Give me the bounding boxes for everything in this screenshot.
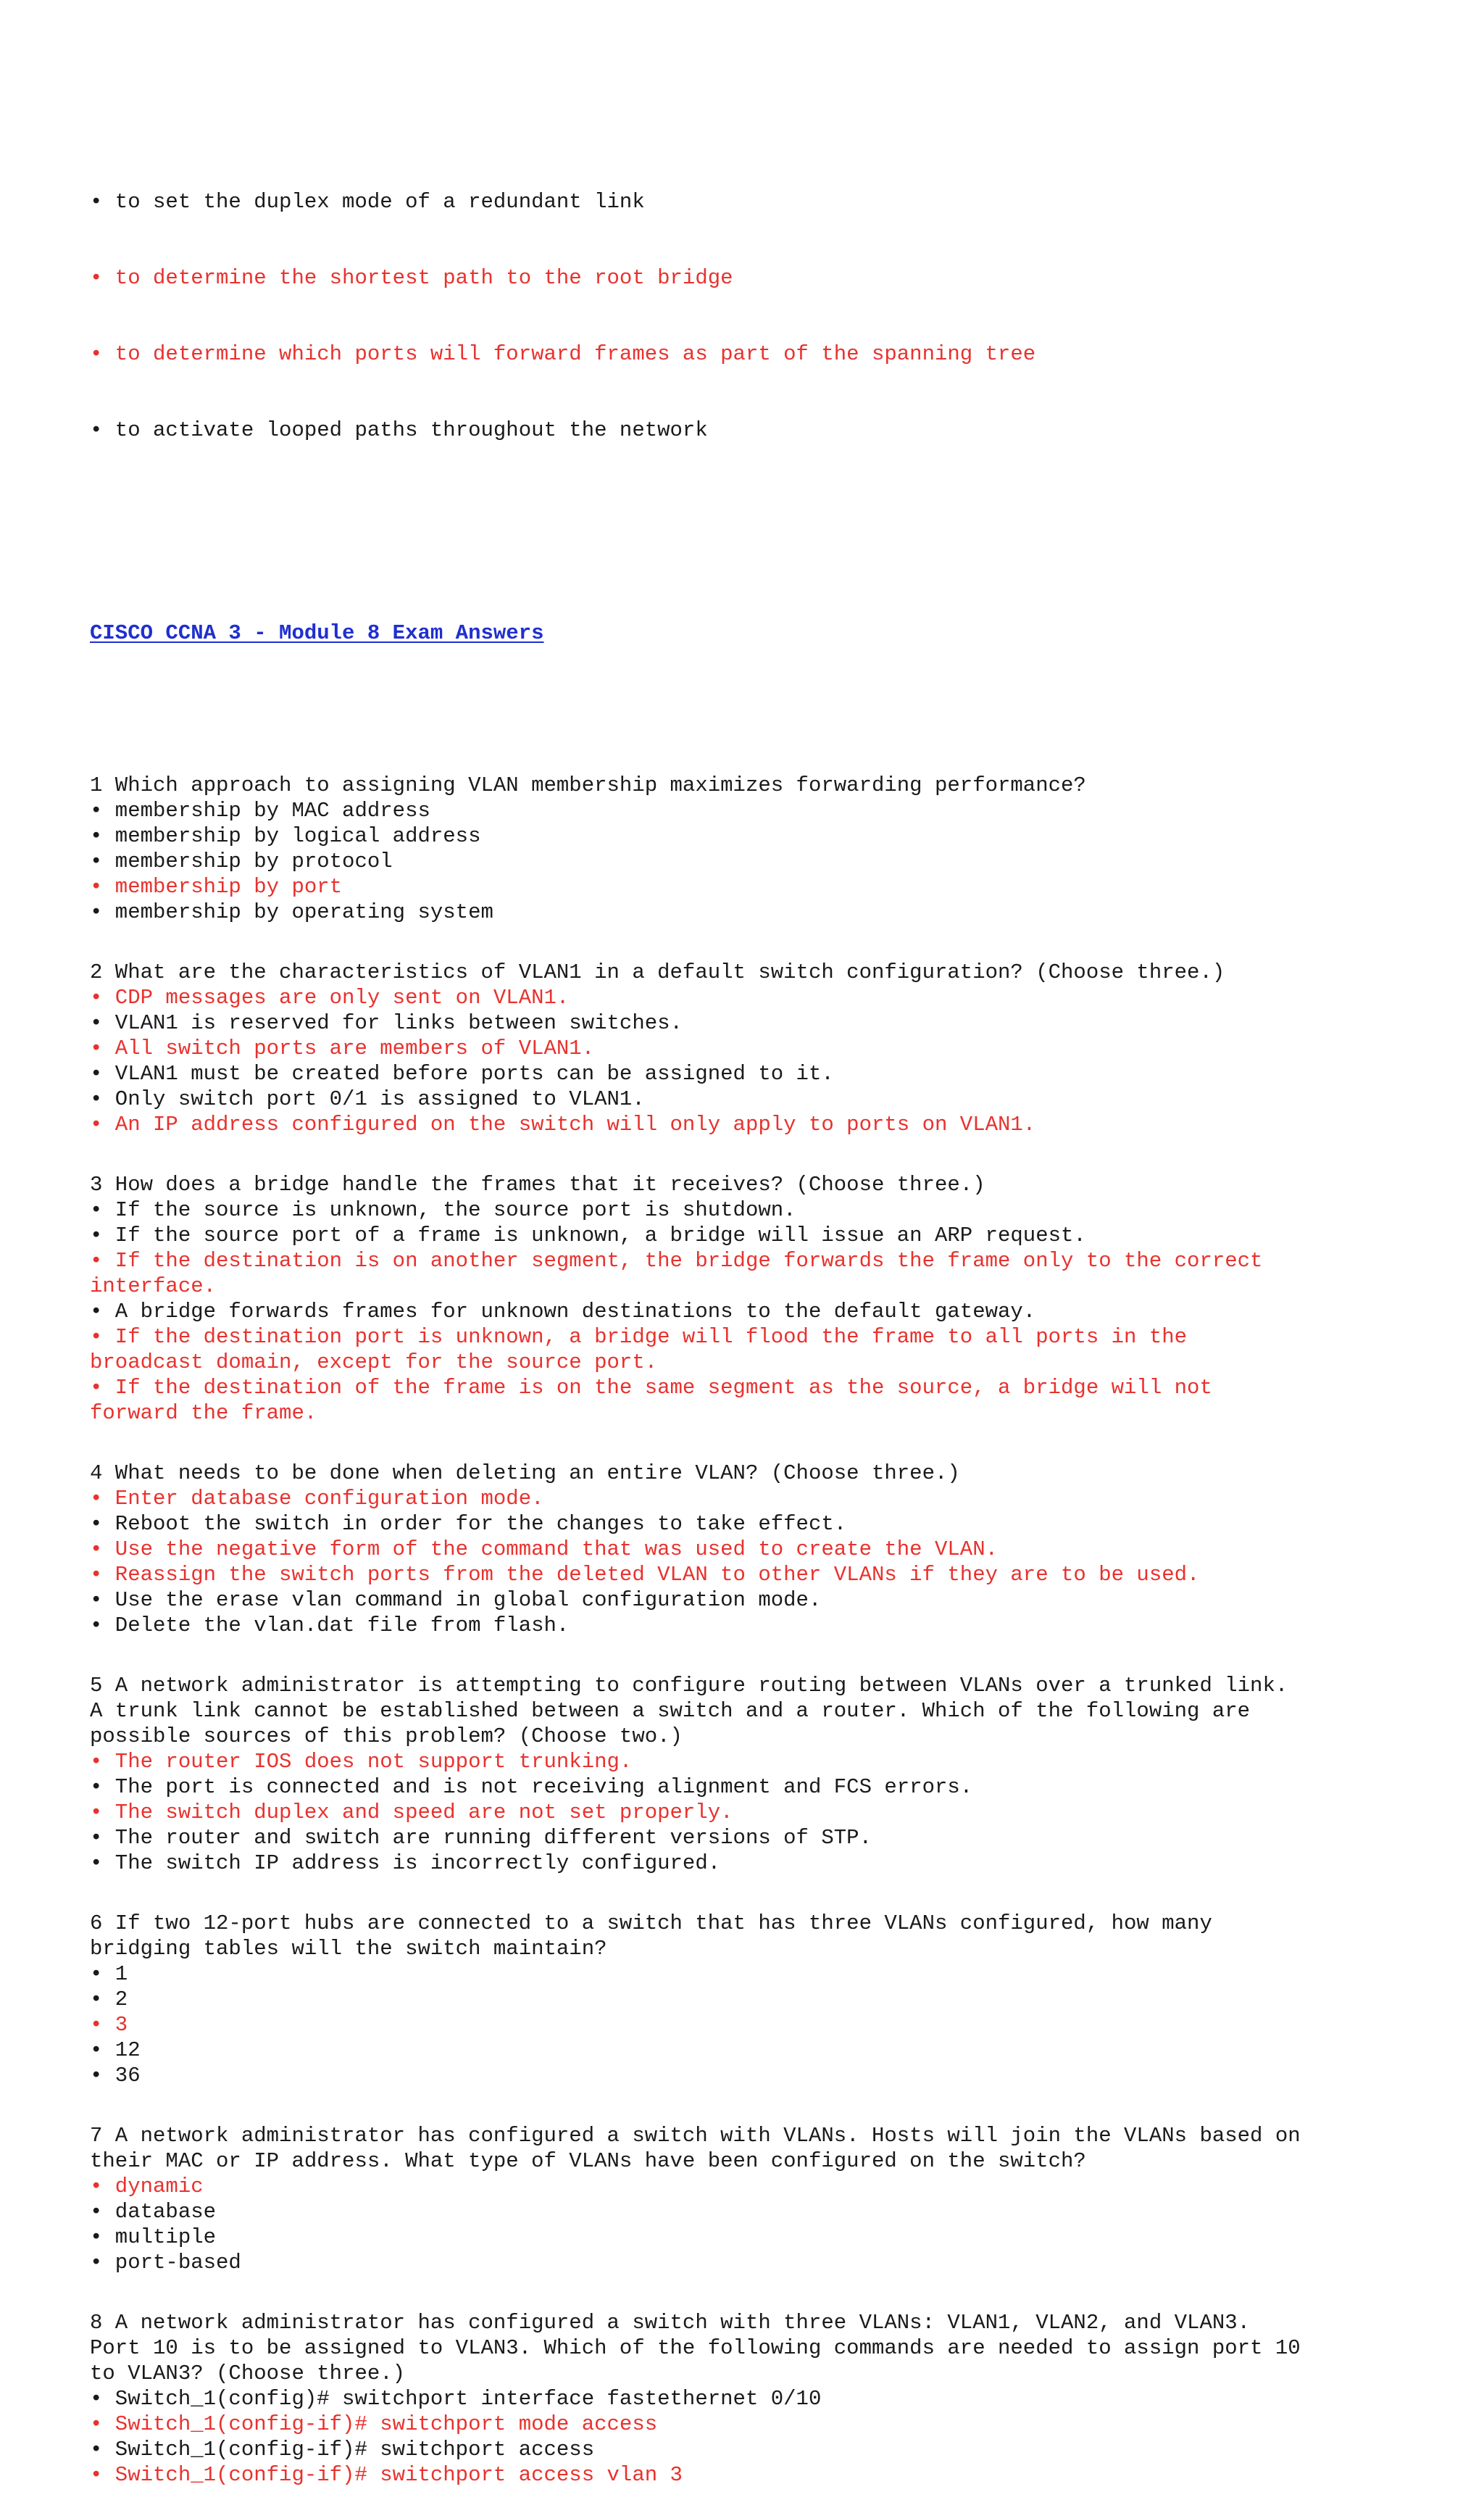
answer-option: • multiple (90, 2225, 217, 2249)
answer-option-correct: • Use the negative form of the command that was used to create the VLAN. (90, 1537, 999, 1561)
question-list (90, 773, 1452, 2488)
question-text: possible sources of this problem? (Choose two.) (90, 1724, 683, 1748)
answer-option: • VLAN1 must be created before ports can be assigned to it. (90, 1062, 834, 1086)
question-text: 1 Which approach to assigning VLAN membership maximizes forwarding performance? (90, 773, 1086, 797)
question-block (90, 2123, 1452, 2275)
answer-option-correct: broadcast domain, except for the source port. (90, 1350, 658, 1374)
answer-option: • port-based (90, 2251, 241, 2275)
question-text: 3 How does a bridge handle the frames that it receives? (Choose three.) (90, 1173, 985, 1197)
answer-option: • Delete the vlan.dat file from flash. (90, 1613, 570, 1637)
question-text: 6 If two 12-port hubs are connected to a switch that has three VLANs configured, how many (90, 1911, 1212, 1935)
answer-option-correct: interface. (90, 1274, 217, 1298)
question-block (90, 1461, 1452, 1638)
answer-option: • membership by protocol (90, 850, 393, 873)
intro-option: • to set the duplex mode of a redundant link (90, 190, 645, 214)
answer-option-correct: • Enter database configuration mode. (90, 1487, 544, 1511)
question-text: 4 What needs to be done when deleting an entire VLAN? (Choose three.) (90, 1461, 960, 1485)
question-text: A trunk link cannot be established between a switch and a router. Which of the following are (90, 1699, 1251, 1723)
answer-option: • membership by logical address (90, 824, 481, 848)
answer-option: • The port is connected and is not receiving alignment and FCS errors. (90, 1775, 973, 1799)
question-block (90, 1673, 1452, 1876)
question-text: 7 A network administrator has configured a switch with VLANs. Hosts will join the VLANs based on (90, 2124, 1301, 2148)
answer-option: • Switch_1(config-if)# switchport access (90, 2438, 595, 2462)
answer-option-correct: • If the destination of the frame is on the same segment as the source, a bridge will not (90, 1376, 1212, 1400)
answer-option-correct: • CDP messages are only sent on VLAN1. (90, 986, 570, 1010)
answer-option: • If the source is unknown, the source port is shutdown. (90, 1198, 796, 1222)
answer-option-correct: • dynamic (90, 2175, 204, 2198)
answer-option-correct: • Switch_1(config-if)# switchport access vlan 3 (90, 2463, 683, 2487)
answer-option-correct: • membership by port (90, 875, 343, 899)
answer-option-correct: • If the destination port is unknown, a bridge will flood the frame to all ports in the (90, 1325, 1188, 1349)
answer-option: • database (90, 2200, 217, 2224)
answer-option: • Reboot the switch in order for the changes to take effect. (90, 1512, 847, 1536)
answer-option-correct: • Switch_1(config-if)# switchport mode access (90, 2412, 658, 2436)
question-text: their MAC or IP address. What type of VLANs have been configured on the switch? (90, 2149, 1086, 2173)
intro-option-correct: • to determine which ports will forward frames as part of the spanning tree (90, 342, 1036, 366)
answer-option: • A bridge forwards frames for unknown destinations to the default gateway. (90, 1300, 1036, 1324)
intro-option-correct: • to determine the shortest path to the root bridge (90, 266, 733, 290)
question-text: 2 What are the characteristics of VLAN1 in a default switch configuration? (Choose three.) (90, 960, 1225, 984)
question-text: to VLAN3? (Choose three.) (90, 2362, 406, 2385)
answer-option: • The router and switch are running different versions of STP. (90, 1826, 872, 1850)
answer-option: • 2 (90, 1987, 128, 2011)
question-text: 8 A network administrator has configured a switch with three VLANs: VLAN1, VLAN2, and VLAN3. (90, 2311, 1251, 2335)
document-page (90, 88, 1452, 2513)
question-block (90, 2310, 1452, 2488)
answer-option-correct: • If the destination is on another segment, the bridge forwards the frame only to the correct (90, 1249, 1263, 1273)
answer-option-correct: • 3 (90, 2013, 128, 2037)
answer-option-correct: • An IP address configured on the switch will only apply to ports on VLAN1. (90, 1113, 1036, 1137)
answer-option: • Use the erase vlan command in global configuration mode. (90, 1588, 822, 1612)
answer-option-correct: • The router IOS does not support trunking. (90, 1750, 633, 1774)
question-block (90, 773, 1452, 925)
answer-option: • 12 (90, 2038, 141, 2062)
question-text: 5 A network administrator is attempting to configure routing between VLANs over a trunked link. (90, 1674, 1288, 1698)
question-text: Port 10 is to be assigned to VLAN3. Which of the following commands are needed to assign port 10 (90, 2336, 1301, 2360)
answer-option: • Switch_1(config)# switchport interface fastethernet 0/10 (90, 2387, 822, 2411)
answer-option-correct: • The switch duplex and speed are not set properly. (90, 1800, 733, 1824)
answer-option: • membership by operating system (90, 900, 493, 924)
answer-option: • Only switch port 0/1 is assigned to VLAN1. (90, 1087, 645, 1111)
answer-option-correct: forward the frame. (90, 1401, 317, 1425)
section-title-link[interactable]: CISCO CCNA 3 - Module 8 Exam Answers (90, 621, 544, 645)
answer-option: • 36 (90, 2064, 141, 2088)
question-text: bridging tables will the switch maintain? (90, 1937, 607, 1961)
answer-option: • VLAN1 is reserved for links between switches. (90, 1011, 683, 1035)
question-block (90, 1911, 1452, 2088)
answer-option-correct: • Reassign the switch ports from the deleted VLAN to other VLANs if they are to be used. (90, 1563, 1200, 1587)
question-block (90, 960, 1452, 1137)
question-block (90, 1172, 1452, 1426)
answer-option: • The switch IP address is incorrectly configured. (90, 1851, 721, 1875)
answer-option-correct: • All switch ports are members of VLAN1. (90, 1037, 595, 1060)
answer-option: • membership by MAC address (90, 799, 430, 823)
answer-option: • If the source port of a frame is unknown, a bridge will issue an ARP request. (90, 1224, 1086, 1247)
intro-option: • to activate looped paths throughout the network (90, 418, 708, 442)
answer-option: • 1 (90, 1962, 128, 1986)
intro-options (90, 138, 1452, 494)
